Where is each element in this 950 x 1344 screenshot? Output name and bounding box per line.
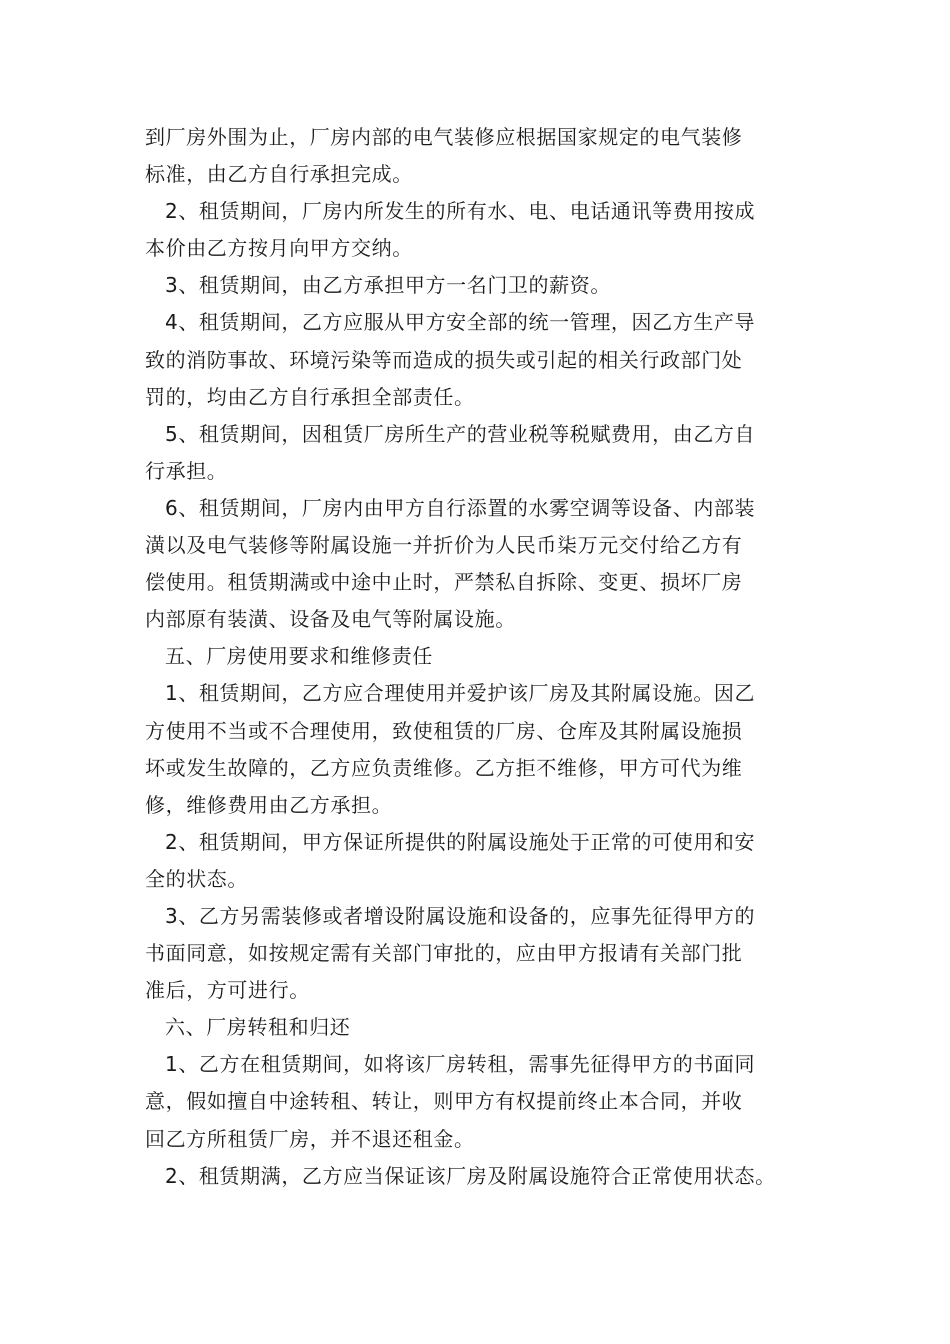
text-line: 1、租赁期间，乙方应合理使用并爱护该厂房及其附属设施。因乙 bbox=[165, 681, 756, 706]
text-line: 5、租赁期间，因租赁厂房所生产的营业税等税赋费用，由乙方自 bbox=[165, 421, 756, 446]
text-line: 准后，方可进行。 bbox=[145, 978, 310, 1003]
text-line: 全的状态。 bbox=[145, 866, 248, 891]
text-line: 书面同意，如按规定需有关部门审批的，应由甲方报请有关部门批 bbox=[145, 941, 743, 966]
text-line: 本价由乙方按月向甲方交纳。 bbox=[145, 236, 413, 261]
text-line: 内部原有装潢、设备及电气等附属设施。 bbox=[145, 607, 516, 632]
text-line: 罚的，均由乙方自行承担全部责任。 bbox=[145, 384, 475, 409]
text-line: 3、乙方另需装修或者增设附属设施和设备的，应事先征得甲方的 bbox=[165, 903, 756, 928]
text-line: 1、乙方在租赁期间，如将该厂房转租，需事先征得甲方的书面同 bbox=[165, 1052, 756, 1077]
text-line: 偿使用。租赁期满或中途中止时，严禁私自拆除、变更、损坏厂房 bbox=[145, 570, 743, 595]
text-line: 坏或发生故障的，乙方应负责维修。乙方拒不维修，甲方可代为维 bbox=[145, 755, 743, 780]
document-body bbox=[145, 119, 825, 1195]
text-line: 标准，由乙方自行承担完成。 bbox=[145, 162, 413, 187]
text-line: 修，维修费用由乙方承担。 bbox=[145, 792, 393, 817]
text-line: 到厂房外围为止，厂房内部的电气装修应根据国家规定的电气装修 bbox=[145, 125, 743, 149]
text-line: 意，假如擅自中途转租、转让，则甲方有权提前终止本合同，并收 bbox=[145, 1089, 743, 1114]
text-line: 五、厂房使用要求和维修责任 bbox=[165, 644, 433, 669]
text-line: 3、租赁期间，由乙方承担甲方一名门卫的薪资。 bbox=[165, 273, 611, 298]
text-line: 六、厂房转租和归还 bbox=[165, 1015, 351, 1040]
text-line: 致的消防事故、环境污染等而造成的损失或引起的相关行政部门处 bbox=[145, 347, 743, 372]
text-line: 回乙方所租赁厂房，并不退还租金。 bbox=[145, 1126, 475, 1151]
text-line: 4、租赁期间，乙方应服从甲方安全部的统一管理，因乙方生产导 bbox=[165, 310, 756, 335]
text-line: 行承担。 bbox=[145, 458, 228, 483]
text-line: 方使用不当或不合理使用，致使租赁的厂房、仓库及其附属设施损 bbox=[145, 718, 743, 743]
text-line: 2、租赁期间，厂房内所发生的所有水、电、电话通讯等费用按成 bbox=[165, 199, 756, 224]
text-line: 6、租赁期间，厂房内由甲方自行添置的水雾空调等设备、内部装 bbox=[165, 495, 756, 520]
text-line: 潢以及电气装修等附属设施一并折价为人民币柒万元交付给乙方有 bbox=[145, 533, 743, 558]
text-line: 2、租赁期满，乙方应当保证该厂房及附属设施符合正常使用状态。 bbox=[165, 1163, 776, 1188]
text-line: 2、租赁期间，甲方保证所提供的附属设施处于正常的可使用和安 bbox=[165, 829, 756, 854]
